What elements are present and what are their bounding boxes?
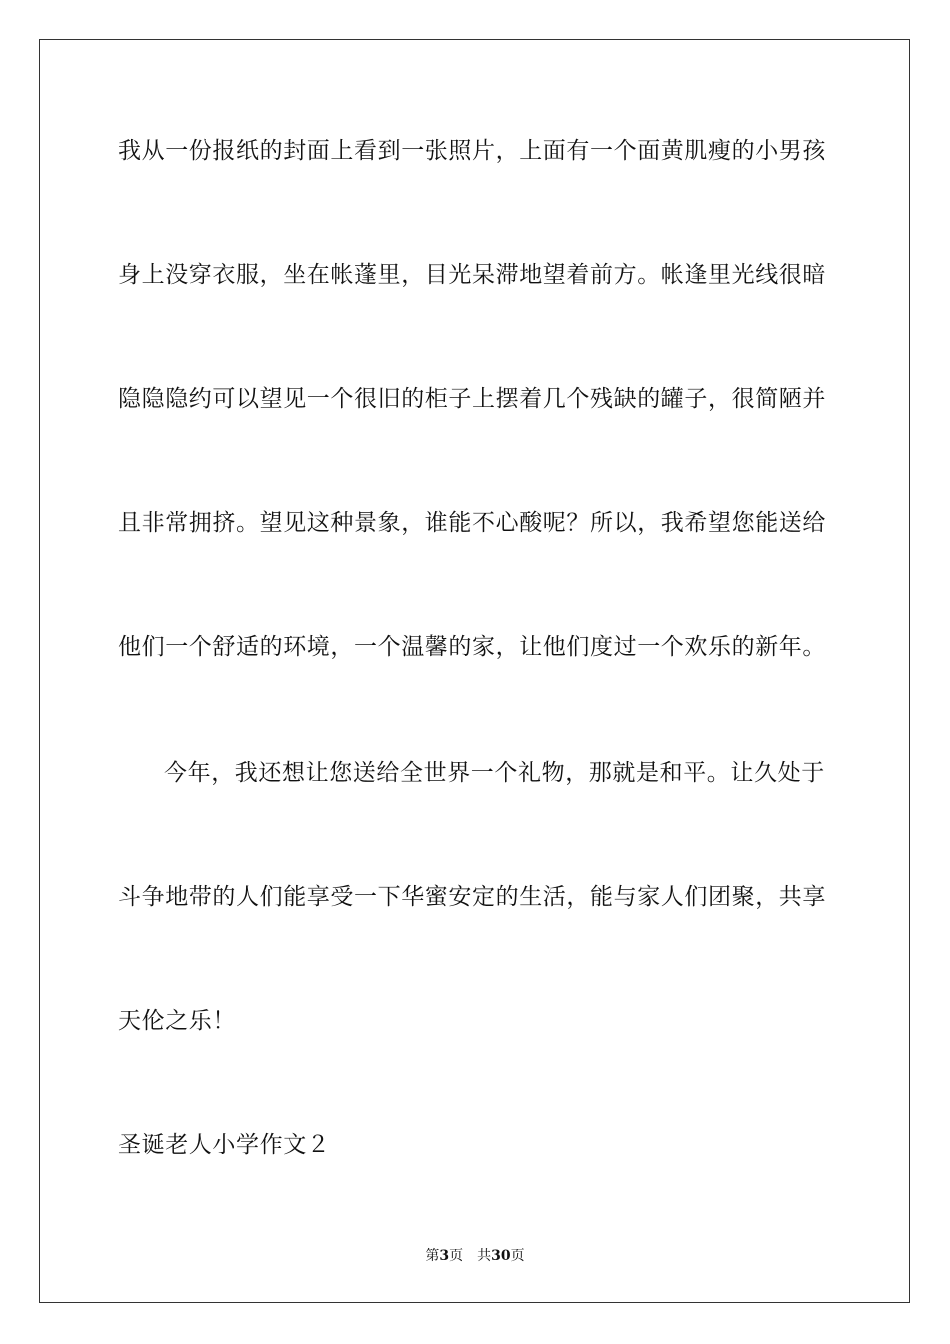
paragraph-start-line: 今年，我还想让您送给全世界一个礼物，那就是和平。让久处于 xyxy=(164,760,825,786)
footer-suffix: 页 xyxy=(510,1248,525,1264)
page-footer xyxy=(0,1246,950,1266)
body-text-line: 隐隐隐约可以望见一个很旧的柜子上摆着几个残缺的罐子，很简陋并 xyxy=(118,386,826,412)
body-text-line: 我从一份报纸的封面上看到一张照片，上面有一个面黄肌瘦的小男孩 xyxy=(118,138,826,164)
section-heading: 圣诞老人小学作文２ xyxy=(118,1132,331,1158)
footer-prefix: 第 xyxy=(425,1248,440,1264)
current-page-number: 3 xyxy=(439,1248,450,1264)
footer-middle: 页 共 xyxy=(449,1248,492,1264)
body-text-line: 斗争地带的人们能享受一下华蜜安定的生活，能与家人们团聚，共享 xyxy=(118,884,826,910)
body-text-line: 身上没穿衣服，坐在帐蓬里，目光呆滞地望着前方。帐逢里光线很暗 xyxy=(118,262,826,288)
total-pages-number: 30 xyxy=(491,1248,511,1264)
body-text-line: 他们一个舒适的环境，一个温馨的家，让他们度过一个欢乐的新年。 xyxy=(118,634,826,660)
page-border xyxy=(39,39,910,1303)
body-text-line: 且非常拥挤。望见这种景象，谁能不心酸呢？所以，我希望您能送给 xyxy=(118,510,826,536)
body-text-line: 天伦之乐！ xyxy=(118,1008,236,1034)
